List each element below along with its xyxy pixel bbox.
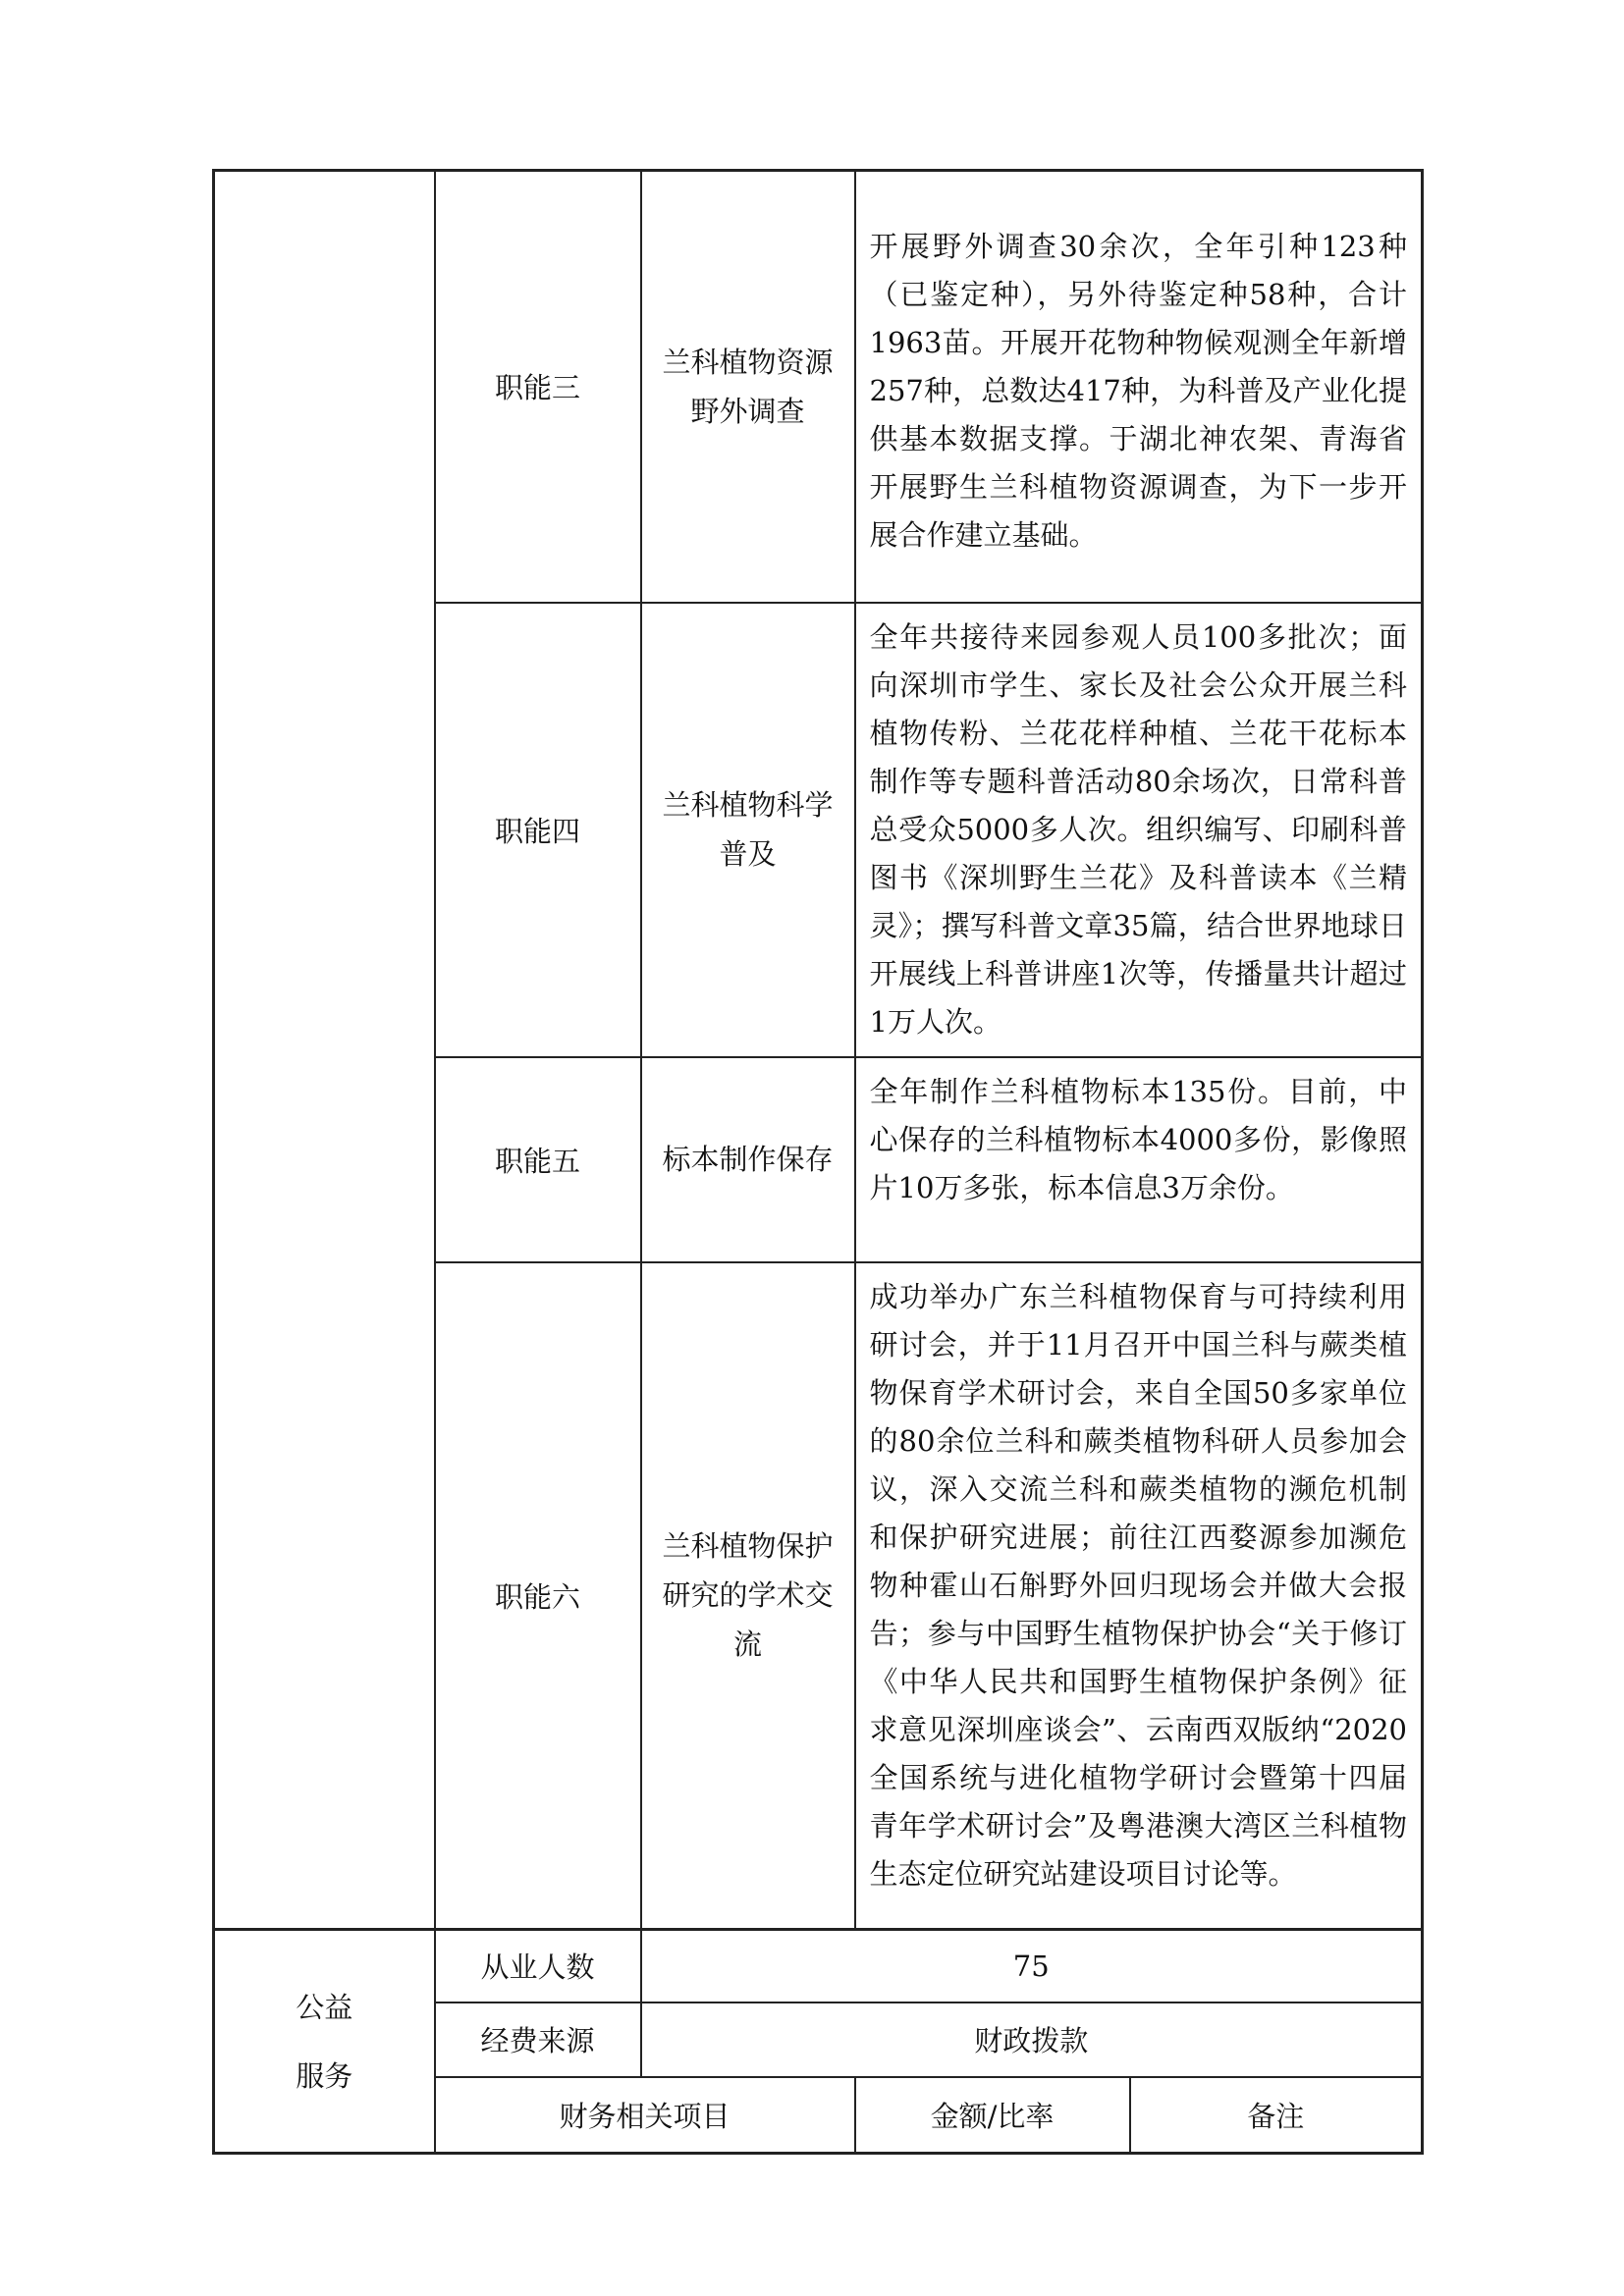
public-service-label-cell: [214, 1930, 435, 2154]
function-desc: 成功举办广东兰科植物保育与可持续利用研讨会，并于11月召开中国兰科与蕨类植物保育学术研讨会，来自全国50多家单位的80余位兰科和蕨类植物科研人员参加会议，深入交流兰科和蕨类植物的濒危机制和保护研究进展；前往江西婺源参加濒危物种霍山石斛野外回归现场会并做大会报告；参与中国野生植物保护协会“关于修订《中华人民共和国野生植物保护条例》征求意见深圳座谈会”、云南西双版纳“2020全国系统与进化植物学研讨会暨第十四届青年学术研讨会”及粤港澳大湾区兰科植物生态定位研究站建设项目讨论等。: [855, 1262, 1423, 1930]
staff-value: 75: [641, 1930, 1423, 2002]
finance-amount-header: 金额/比率: [855, 2077, 1130, 2154]
function-desc: 全年共接待来园参观人员100多批次；面向深圳市学生、家长及社会公众开展兰科植物传粉、兰花花样种植、兰花干花标本制作等专题科普活动80余场次，日常科普总受众5000多人次。组织编写、印刷科普图书《深圳野生兰花》及科普读本《兰精灵》；撰写科普文章35篇，结合世界地球日开展线上科普讲座1次等，传播量共计超过1万人次。: [855, 603, 1423, 1057]
function-label: 职能四: [435, 603, 641, 1057]
funding-value: 财政拨款: [641, 2002, 1423, 2077]
function-desc: 全年制作兰科植物标本135份。目前，中心保存的兰科植物标本4000多份，影像照片10万多张，标本信息3万余份。: [855, 1057, 1423, 1262]
finance-note-header: 备注: [1130, 2077, 1423, 2154]
function-row: [214, 171, 1423, 603]
public-service-label-line2: 服务: [296, 2058, 353, 2093]
function-label: 职能六: [435, 1262, 641, 1930]
funding-label: 经费来源: [435, 2002, 641, 2077]
staff-label: 从业人数: [435, 1930, 641, 2002]
function-desc: 开展野外调查30余次，全年引种123种（已鉴定种），另外待鉴定种58种，合计1963苗。开展开花物种物候观测全年新增257种，总数达417种，为科普及产业化提供基本数据支撑。于湖北神农架、青海省开展野生兰科植物资源调查，为下一步开展合作建立基础。: [855, 171, 1423, 603]
staff-row: [214, 1930, 1423, 2002]
merged-left-cell: [214, 171, 435, 1930]
function-name: 兰科植物保护研究的学术交流: [641, 1262, 855, 1930]
function-name: 兰科植物科学普及: [641, 603, 855, 1057]
function-label: 职能五: [435, 1057, 641, 1262]
public-service-label-line1: 公益: [296, 1990, 353, 2024]
functions-table: [212, 169, 1424, 2155]
finance-item-header: 财务相关项目: [435, 2077, 855, 2154]
function-label: 职能三: [435, 171, 641, 603]
function-name: 标本制作保存: [641, 1057, 855, 1262]
function-name: 兰科植物资源野外调查: [641, 171, 855, 603]
